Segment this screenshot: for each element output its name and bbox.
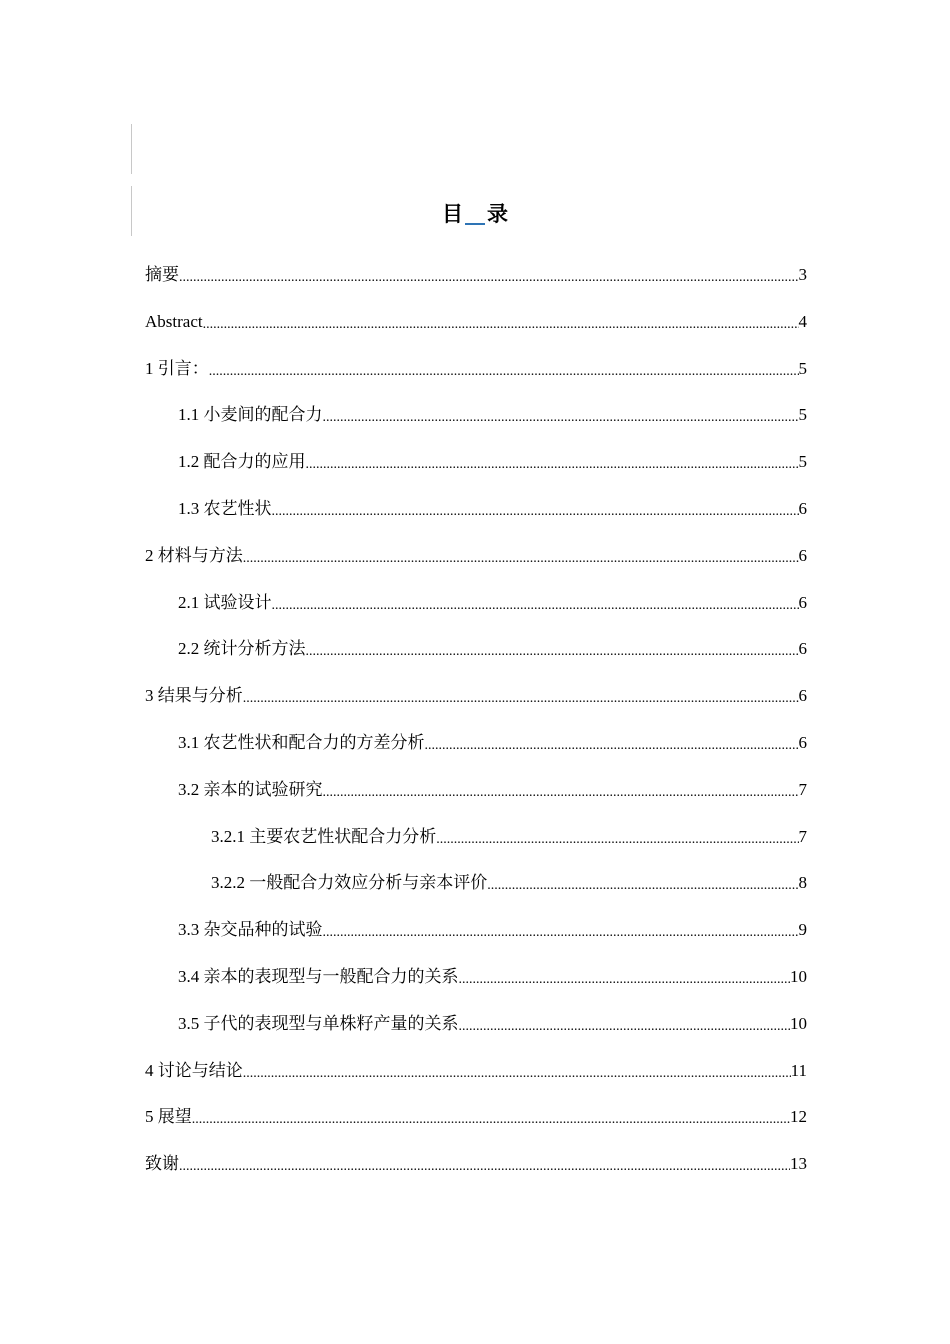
toc-entry-label: 1 引言： xyxy=(145,358,209,378)
toc-entry[interactable] xyxy=(145,263,807,310)
toc-dot-leader xyxy=(487,871,798,895)
toc-dot-leader xyxy=(272,497,799,521)
toc-entry-page-number: 10 xyxy=(790,966,807,986)
toc-entry-label: 3.2 亲本的试验研究 xyxy=(178,779,323,799)
toc-entry-page-number: 6 xyxy=(798,498,807,518)
toc-entry[interactable] xyxy=(145,825,807,872)
toc-entry-page-number: 11 xyxy=(790,1060,807,1080)
toc-entry[interactable] xyxy=(145,684,807,731)
toc-entry[interactable] xyxy=(145,450,807,497)
toc-entry[interactable] xyxy=(145,357,807,404)
toc-dot-leader xyxy=(306,637,799,661)
toc-entry-page-number: 5 xyxy=(798,358,807,378)
toc-entry-page-number: 4 xyxy=(798,311,807,331)
toc-entry-page-number: 10 xyxy=(790,1013,807,1033)
toc-entry[interactable] xyxy=(145,403,807,450)
toc-entry[interactable] xyxy=(145,778,807,825)
toc-entry-page-number: 6 xyxy=(798,732,807,752)
toc-dot-leader xyxy=(192,1105,790,1129)
toc-title xyxy=(0,200,950,228)
toc-entry-label: 3.5 子代的表现型与单株籽产量的关系 xyxy=(178,1013,459,1033)
toc-entry-label: 致谢 xyxy=(145,1154,179,1174)
toc-entry-label: 1.2 配合力的应用 xyxy=(178,452,306,472)
toc-dot-leader xyxy=(459,1012,791,1036)
toc-entry-page-number: 12 xyxy=(790,1107,807,1127)
toc-title-left: 目 xyxy=(442,202,463,226)
toc-entry[interactable] xyxy=(145,591,807,638)
toc-entry-label: Abstract xyxy=(145,311,203,331)
toc-entry-label: 3.4 亲本的表现型与一般配合力的关系 xyxy=(178,966,459,986)
toc-entry[interactable] xyxy=(145,1105,807,1152)
margin-marker-top xyxy=(131,124,132,174)
toc-entry-label: 5 展望 xyxy=(145,1107,192,1127)
toc-dot-leader xyxy=(425,731,799,755)
table-of-contents xyxy=(145,263,807,1199)
toc-dot-leader xyxy=(323,403,799,427)
toc-entry-label: 1.1 小麦间的配合力 xyxy=(178,405,323,425)
toc-entry-label: 3.3 杂交品种的试验 xyxy=(178,920,323,940)
toc-entry-page-number: 6 xyxy=(798,686,807,706)
toc-entry-label: 3.1 农艺性状和配合力的方差分析 xyxy=(178,732,425,752)
toc-dot-leader xyxy=(436,825,798,849)
toc-entry-label: 摘要 xyxy=(145,265,179,284)
toc-dot-leader xyxy=(243,544,799,568)
toc-entry-label: 2 材料与方法 xyxy=(145,545,243,565)
toc-entry[interactable] xyxy=(145,1152,807,1199)
toc-entry-label: 3 结果与分析 xyxy=(145,686,243,706)
toc-entry[interactable] xyxy=(145,1059,807,1106)
toc-entry[interactable] xyxy=(145,637,807,684)
toc-dot-leader xyxy=(243,1059,791,1083)
toc-entry[interactable] xyxy=(145,497,807,544)
toc-entry-label: 4 讨论与结论 xyxy=(145,1060,243,1080)
toc-dot-leader xyxy=(459,965,791,989)
toc-dot-leader xyxy=(323,918,799,942)
toc-entry-page-number: 3 xyxy=(798,265,807,284)
toc-entry-page-number: 5 xyxy=(798,452,807,472)
title-gap-underline xyxy=(465,223,485,225)
toc-entry-page-number: 6 xyxy=(798,545,807,565)
toc-dot-leader xyxy=(323,778,799,802)
toc-dot-leader xyxy=(179,263,799,287)
toc-entry-page-number: 5 xyxy=(798,405,807,425)
toc-dot-leader xyxy=(243,684,799,708)
toc-entry[interactable] xyxy=(145,871,807,918)
toc-entry[interactable] xyxy=(145,965,807,1012)
toc-entry-page-number: 7 xyxy=(798,826,807,846)
toc-entry[interactable] xyxy=(145,310,807,357)
toc-dot-leader xyxy=(209,357,799,381)
toc-entry-label: 1.3 农艺性状 xyxy=(178,498,272,518)
toc-entry-page-number: 9 xyxy=(798,920,807,940)
toc-title-right: 录 xyxy=(487,202,508,226)
toc-dot-leader xyxy=(203,310,799,334)
toc-entry[interactable] xyxy=(145,544,807,591)
toc-entry[interactable] xyxy=(145,731,807,778)
toc-entry-label: 3.2.1 主要农艺性状配合力分析 xyxy=(211,826,437,846)
toc-entry[interactable] xyxy=(145,918,807,965)
toc-entry-page-number: 6 xyxy=(798,592,807,612)
toc-entry-label: 2.1 试验设计 xyxy=(178,592,272,612)
toc-dot-leader xyxy=(306,450,799,474)
toc-dot-leader xyxy=(179,1152,790,1176)
toc-entry[interactable] xyxy=(145,1012,807,1059)
toc-entry-page-number: 7 xyxy=(798,779,807,799)
toc-entry-page-number: 13 xyxy=(790,1154,807,1174)
toc-entry-label: 3.2.2 一般配合力效应分析与亲本评价 xyxy=(211,873,488,893)
toc-entry-page-number: 6 xyxy=(798,639,807,659)
toc-entry-label: 2.2 统计分析方法 xyxy=(178,639,306,659)
toc-entry-page-number: 8 xyxy=(798,873,807,893)
toc-dot-leader xyxy=(272,591,799,615)
